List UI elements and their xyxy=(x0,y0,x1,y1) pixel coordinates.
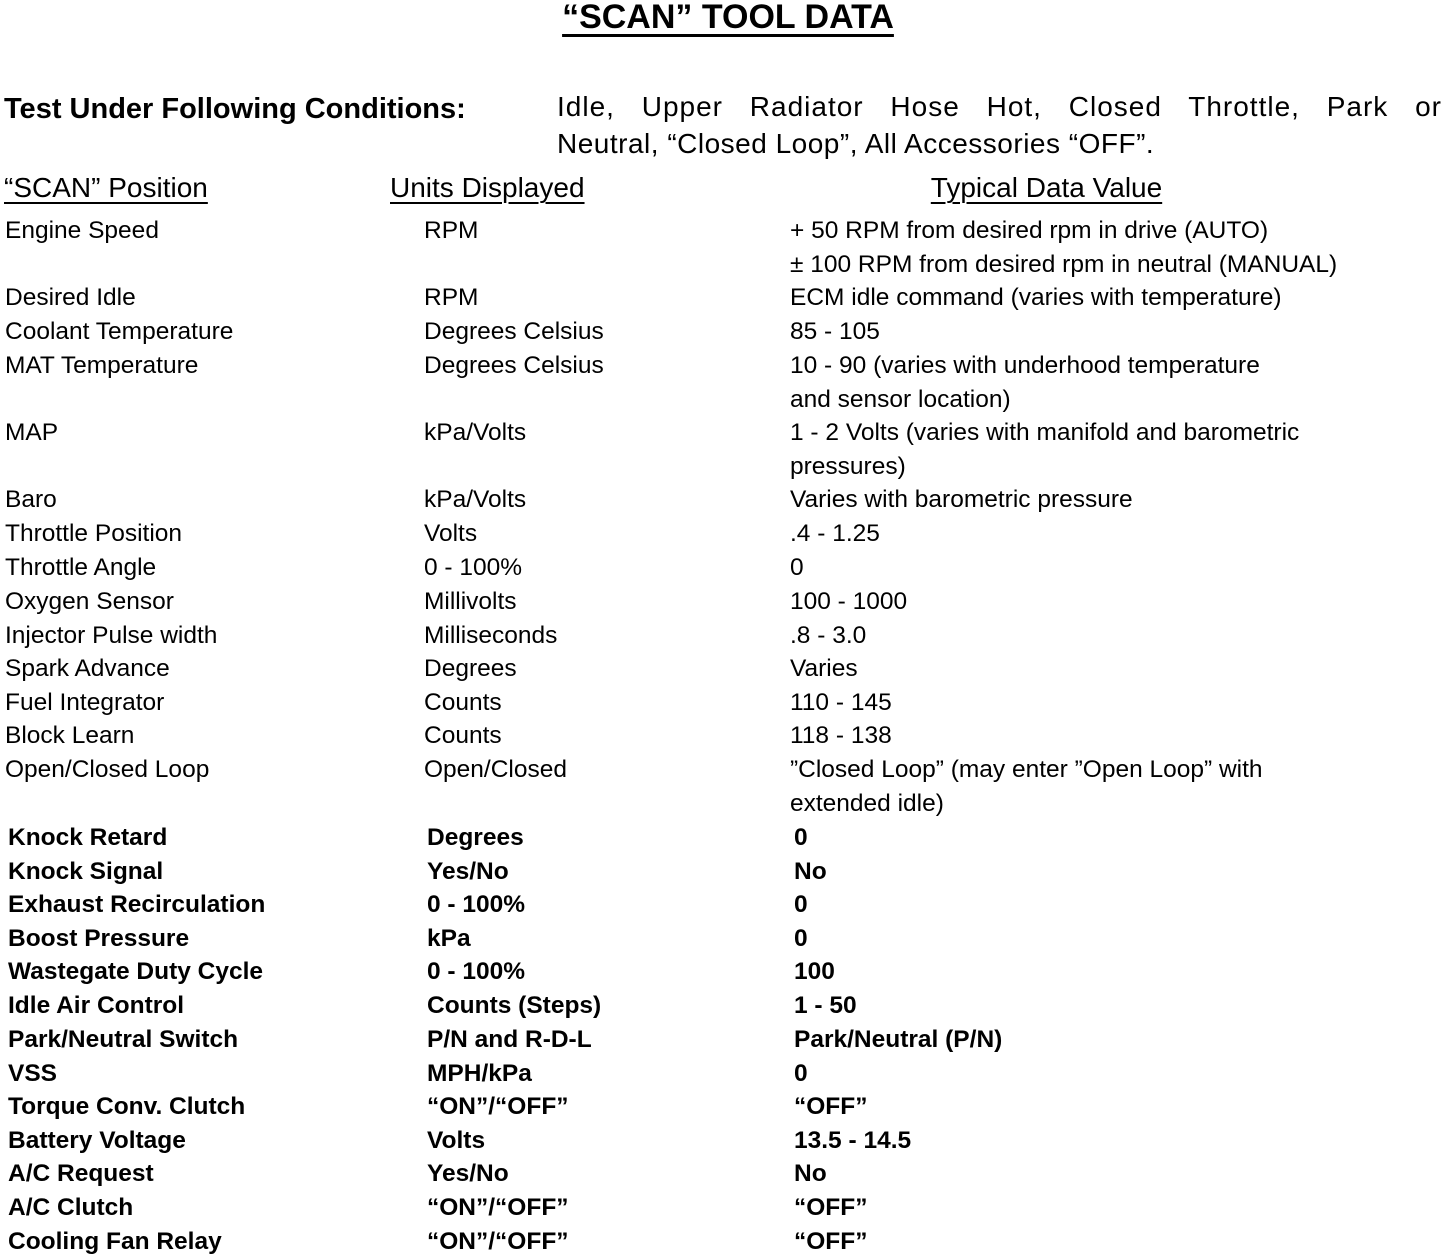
row-scan-position: Park/Neutral Switch xyxy=(8,1026,239,1053)
header-scan-position: “SCAN” Position xyxy=(4,172,208,203)
row-typical-value xyxy=(790,619,866,653)
row-units-displayed: RPM xyxy=(424,284,479,311)
row-scan-position: MAP xyxy=(5,419,59,446)
row-scan-position: Oxygen Sensor xyxy=(5,588,174,615)
row-typical-value xyxy=(790,753,1263,821)
row-units-displayed: Counts xyxy=(424,689,502,716)
row-typical-value-line: Park/Neutral (P/N) xyxy=(794,1026,1003,1053)
row-typical-value xyxy=(794,1057,808,1091)
header-units-displayed: Units Displayed xyxy=(390,172,585,203)
row-scan-position: Knock Signal xyxy=(8,858,164,885)
row-scan-position: Torque Conv. Clutch xyxy=(8,1093,246,1120)
row-typical-value-line: + 50 RPM from desired rpm in drive (AUTO) xyxy=(790,217,1269,244)
row-units-displayed: Counts xyxy=(424,722,502,749)
row-typical-value-line: ”Closed Loop” (may enter ”Open Loop” with xyxy=(790,756,1263,783)
row-units-displayed: Degrees Celsius xyxy=(424,352,604,379)
row-units-displayed: Degrees xyxy=(424,655,517,682)
row-units-displayed: Yes/No xyxy=(427,1160,509,1187)
row-typical-value-line: ± 100 RPM from desired rpm in neutral (MANUAL) xyxy=(790,251,1338,278)
row-typical-value-line: “OFF” xyxy=(794,1228,868,1255)
row-typical-value-line: 0 xyxy=(794,925,808,952)
row-typical-value xyxy=(794,888,808,922)
row-typical-value-line: and sensor location) xyxy=(790,386,1011,413)
row-typical-value xyxy=(794,1157,827,1191)
row-units-displayed: Millivolts xyxy=(424,588,517,615)
row-typical-value xyxy=(794,922,808,956)
row-units-displayed: Milliseconds xyxy=(424,622,558,649)
row-typical-value-line: 100 - 1000 xyxy=(790,588,908,615)
row-units-displayed: 0 - 100% xyxy=(427,891,526,918)
row-typical-value xyxy=(790,686,892,720)
row-typical-value xyxy=(794,1225,868,1259)
row-scan-position: Block Learn xyxy=(5,722,135,749)
row-typical-value xyxy=(790,652,858,686)
row-units-displayed: kPa xyxy=(427,925,471,952)
row-scan-position: Throttle Position xyxy=(5,520,183,547)
row-typical-value-line: 1 - 50 xyxy=(794,992,857,1019)
row-typical-value-line: pressures) xyxy=(790,453,906,480)
row-units-displayed: “ON”/“OFF” xyxy=(427,1194,569,1221)
row-typical-value xyxy=(790,585,907,619)
row-units-displayed: Volts xyxy=(424,520,478,547)
row-units-displayed: Degrees xyxy=(427,824,524,851)
row-scan-position: Boost Pressure xyxy=(8,925,190,952)
row-units-displayed: Degrees Celsius xyxy=(424,318,604,345)
row-units-displayed: Volts xyxy=(427,1127,486,1154)
row-units-displayed: “ON”/“OFF” xyxy=(427,1228,569,1255)
row-typical-value-line: extended idle) xyxy=(790,790,944,817)
row-typical-value-line: No xyxy=(794,858,827,885)
row-typical-value-line: 110 - 145 xyxy=(790,689,892,716)
row-typical-value-line: 0 xyxy=(794,891,808,918)
conditions-label: Test Under Following Conditions: xyxy=(4,93,466,125)
row-units-displayed: kPa/Volts xyxy=(424,486,527,513)
row-typical-value-line: 13.5 - 14.5 xyxy=(794,1127,912,1154)
row-units-displayed: Open/Closed xyxy=(424,756,568,783)
row-typical-value xyxy=(794,1090,868,1124)
row-typical-value-line: ECM idle command (varies with temperature) xyxy=(790,284,1282,311)
row-typical-value-line: Varies with barometric pressure xyxy=(790,486,1133,513)
row-typical-value xyxy=(794,1191,868,1225)
row-scan-position: Fuel Integrator xyxy=(5,689,165,716)
row-scan-position: VSS xyxy=(8,1060,58,1087)
row-units-displayed: Yes/No xyxy=(427,858,509,885)
row-typical-value xyxy=(794,989,857,1023)
row-typical-value-line: 85 - 105 xyxy=(790,318,880,345)
conditions-line-2: Neutral, “Closed Loop”, All Accessories “OFF”. xyxy=(557,128,1155,159)
row-scan-position: Cooling Fan Relay xyxy=(8,1228,222,1255)
row-scan-position: Spark Advance xyxy=(5,655,170,682)
page-title xyxy=(0,0,1456,40)
row-typical-value xyxy=(790,214,1337,282)
row-typical-value xyxy=(790,281,1282,315)
row-typical-value xyxy=(790,483,1133,517)
row-scan-position: Exhaust Recirculation xyxy=(8,891,266,918)
row-typical-value-line: 118 - 138 xyxy=(790,722,892,749)
row-typical-value xyxy=(790,551,804,585)
row-typical-value xyxy=(794,955,835,989)
row-typical-value xyxy=(794,1023,1002,1057)
row-scan-position: Injector Pulse width xyxy=(5,622,218,649)
title-text: “SCAN” TOOL DATA xyxy=(562,0,894,36)
row-typical-value xyxy=(790,719,892,753)
row-scan-position: Open/Closed Loop xyxy=(5,756,210,783)
row-units-displayed: P/N and R-D-L xyxy=(427,1026,592,1053)
row-typical-value-line: “OFF” xyxy=(794,1093,868,1120)
row-units-displayed: Counts (Steps) xyxy=(427,992,602,1019)
conditions-line-1: Idle, Upper Radiator Hose Hot, Closed Throttle, Park or xyxy=(557,91,1442,122)
row-scan-position: Knock Retard xyxy=(8,824,168,851)
row-units-displayed: 0 - 100% xyxy=(424,554,523,581)
row-scan-position: Coolant Temperature xyxy=(5,318,234,345)
row-scan-position: Engine Speed xyxy=(5,217,159,244)
row-units-displayed: RPM xyxy=(424,217,479,244)
row-typical-value xyxy=(790,517,880,551)
row-typical-value-line: 100 xyxy=(794,958,835,985)
row-units-displayed: MPH/kPa xyxy=(427,1060,532,1087)
row-typical-value-line: .4 - 1.25 xyxy=(790,520,880,547)
row-typical-value-line: 0 xyxy=(790,554,804,581)
row-typical-value xyxy=(794,855,827,889)
row-typical-value xyxy=(790,349,1260,417)
row-typical-value-line: .8 - 3.0 xyxy=(790,622,867,649)
header-typical-data-value: Typical Data Value xyxy=(930,172,1163,203)
row-scan-position: Wastegate Duty Cycle xyxy=(8,958,264,985)
row-scan-position: Battery Voltage xyxy=(8,1127,186,1154)
row-typical-value xyxy=(794,1124,911,1158)
row-typical-value-line: “OFF” xyxy=(794,1194,868,1221)
row-scan-position: Throttle Angle xyxy=(5,554,157,581)
row-scan-position: Desired Idle xyxy=(5,284,136,311)
row-scan-position: Baro xyxy=(5,486,57,513)
row-typical-value xyxy=(790,416,1299,484)
row-typical-value xyxy=(794,821,808,855)
row-typical-value-line: 10 - 90 (varies with underhood temperature xyxy=(790,352,1260,379)
row-scan-position: A/C Request xyxy=(8,1160,154,1187)
row-units-displayed: kPa/Volts xyxy=(424,419,527,446)
row-typical-value-line: Varies xyxy=(790,655,858,682)
row-units-displayed: “ON”/“OFF” xyxy=(427,1093,569,1120)
row-typical-value-line: 0 xyxy=(794,824,808,851)
row-units-displayed: 0 - 100% xyxy=(427,958,526,985)
row-scan-position: Idle Air Control xyxy=(8,992,185,1019)
row-scan-position: MAT Temperature xyxy=(5,352,199,379)
row-typical-value-line: No xyxy=(794,1160,827,1187)
row-typical-value-line: 0 xyxy=(794,1060,808,1087)
row-typical-value-line: 1 - 2 Volts (varies with manifold and barometric xyxy=(790,419,1300,446)
row-typical-value xyxy=(790,315,880,349)
row-scan-position: A/C Clutch xyxy=(8,1194,134,1221)
